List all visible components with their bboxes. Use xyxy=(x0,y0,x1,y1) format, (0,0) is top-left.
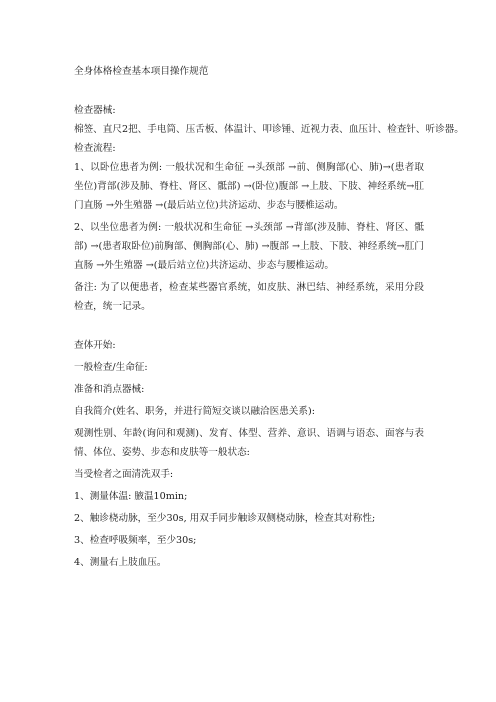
procedure-step-1: 1、以卧位患者为例: 一般状况和生命征 →头颈部 →前、侧胸部(心、肺)→(患者取坐位)背部(涉及肺、脊柱、肾区、骶部) →(卧位)腹部 →上肢、下肢、神经系统→肛门直肠 →外生殖器 →(最后站立位)共济运动、步态与腰椎运动。 xyxy=(74,162,424,211)
exam-step-2: 2、触诊桡动脉，至少30s, 用双手同步触诊双侧桡动脉，检查其对称性; xyxy=(74,513,376,524)
self-introduction: 自我简介(姓名、职务，并进行简短交谈以融洽医患关系): xyxy=(74,406,315,417)
instruments-text: 棉签、直尺2把、手电筒、压舌板、体温计、叩诊锤、近视力表、血压计、检查针、听诊器。 xyxy=(74,124,464,135)
document-page xyxy=(74,62,464,572)
exam-step-3: 3、检查呼吸频率，至少30s; xyxy=(74,535,197,546)
observe-general-state: 观测性别、年龄(询问和观测)、发育、体型、营养、意识、语调与语态、面容与表情、体位、姿势、步态和皮肤等一般状态: xyxy=(74,428,424,458)
instruments-heading: 检查器械: xyxy=(74,105,116,116)
procedure-heading: 检查流程: xyxy=(74,143,116,154)
general-exam-heading: 一般检查/生命征: xyxy=(74,362,148,373)
wash-hands: 当受检者之面清洗双手: xyxy=(74,469,174,480)
exam-step-1: 1、测量体温: 腋温10min; xyxy=(74,491,188,502)
exam-start-heading: 查体开始: xyxy=(74,340,116,351)
exam-step-4: 4、测量右上肢血压。 xyxy=(74,557,167,568)
document-title: 全身体格检查基本项目操作规范 xyxy=(74,66,209,77)
procedure-step-2: 2、以坐位患者为例: 一般状况和生命征 →头颈部 →背部(涉及肺、脊柱、肾区、骶部) →(患者取卧位)前胸部、侧胸部(心、肺) →腹部 →上肢、下肢、神经系统→肛门直肠 →外生殖器 →(最后站立位)共济运动、步态与腰椎运动。 xyxy=(74,222,424,271)
prepare-instruments: 准备和消点器械: xyxy=(74,384,145,395)
procedure-note: 备注: 为了以便患者，检查某些器官系统，如皮肤、淋巴结、神经系统，采用分段检查，统一记录。 xyxy=(74,282,424,312)
